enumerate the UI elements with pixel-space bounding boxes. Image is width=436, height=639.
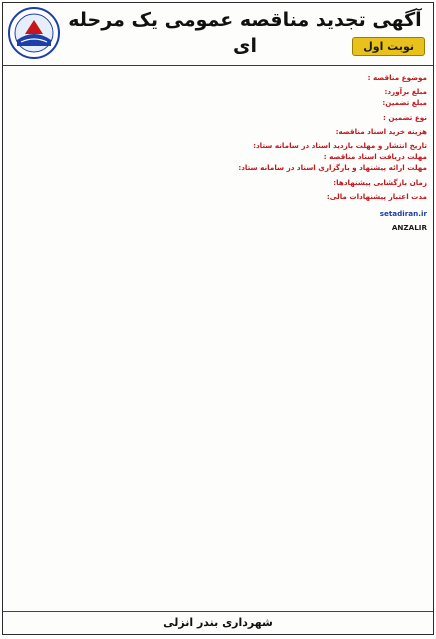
notice-header [3,3,433,66]
receive-label: مهلت دریافت اسناد مناقصه : [323,152,427,162]
municipality-emblem-icon [7,6,61,60]
publish-label: تاریخ انتشار و مهلت بازدید اسناد در سامانه ستاد: [253,141,427,151]
purchase-label: هزینه خرید اسناد مناقصه: [335,126,427,136]
website-link[interactable]: setadiran.ir [379,209,427,219]
round-badge: نوبت اول [352,37,425,56]
subject-label: موضوع مناقصه : [367,73,427,82]
notice-body [9,69,427,610]
validity-label: مدت اعتبار پیشنهادات مالی: [326,191,427,201]
submit-label: مهلت ارائه پیشنهاد و بارگزاری اسناد در سامانه ستاد: [238,163,427,173]
guarantee-label: نوع تضمین : [383,112,427,122]
notice-title: آگهی تجدید مناقصه عمومی یک مرحله ای [68,9,422,57]
opening-label: زمان بازگشایی پیشنهادها: [333,177,427,187]
estimate-label: مبلغ برآورد: [384,87,427,97]
notice-page [2,2,434,635]
deposit-label: مبلغ تضمین: [382,98,427,108]
anzal-site-link[interactable]: ANZALIR [391,223,427,233]
notice-footer-signature: شهرداری بندر انزلی [3,611,433,634]
